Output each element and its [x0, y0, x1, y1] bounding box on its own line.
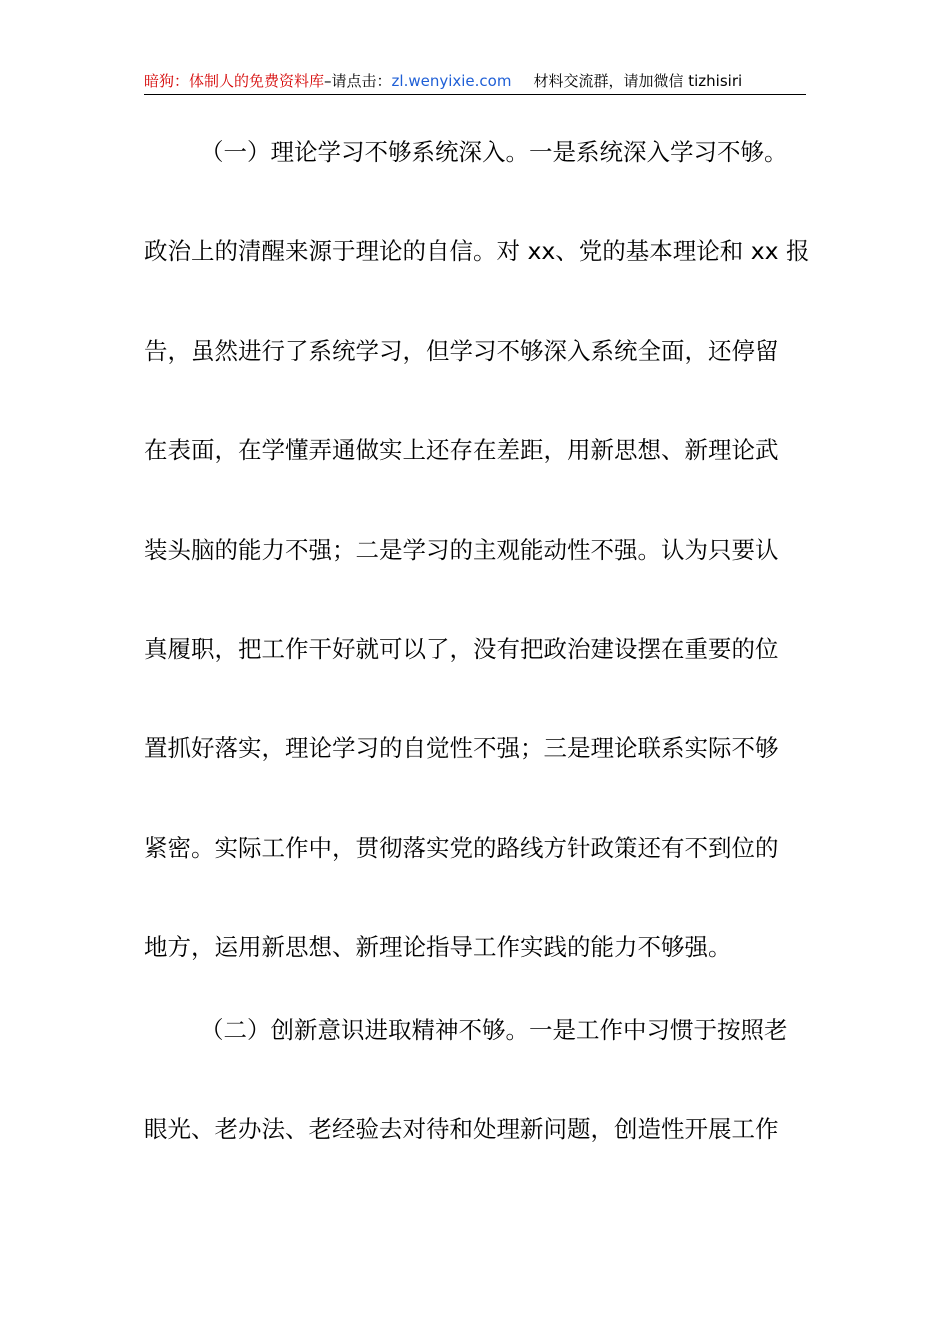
paragraph-1-line-2: 政治上的清醒来源于理论的自信。对 xx、党的基本理论和 xx 报 [144, 237, 810, 265]
header-group-note: 材料交流群，请加微信 tizhisiri [533, 72, 743, 90]
paragraph-1-line-5: 装头脑的能力不强；二是学习的主观能动性不强。认为只要认 [144, 536, 779, 564]
header-link[interactable]: zl.wenyixie.com [391, 72, 512, 90]
header-prompt: –请点击： [324, 72, 392, 90]
paragraph-1-line-1: （一）理论学习不够系统深入。一是系统深入学习不够。 [200, 138, 788, 166]
paragraph-1-line-3: 告，虽然进行了系统学习，但学习不够深入系统全面，还停留 [144, 337, 779, 365]
paragraph-2-line-1: （二）创新意识进取精神不够。一是工作中习惯于按照老 [200, 1016, 788, 1044]
paragraph-2-line-2: 眼光、老办法、老经验去对待和处理新问题，创造性开展工作 [144, 1115, 779, 1143]
paragraph-1-line-8: 紧密。实际工作中，贯彻落实党的路线方针政策还有不到位的 [144, 834, 779, 862]
header-brand: 暗狗：体制人的免费资料库 [144, 72, 325, 90]
paragraph-1-line-4: 在表面，在学懂弄通做实上还存在差距，用新思想、新理论武 [144, 436, 779, 464]
paragraph-1-line-6: 真履职，把工作干好就可以了，没有把政治建设摆在重要的位 [144, 635, 779, 663]
paragraph-1-line-7: 置抓好落实，理论学习的自觉性不强；三是理论联系实际不够 [144, 734, 779, 762]
page-header [144, 70, 806, 95]
paragraph-1-line-9: 地方，运用新思想、新理论指导工作实践的能力不够强。 [144, 933, 732, 961]
